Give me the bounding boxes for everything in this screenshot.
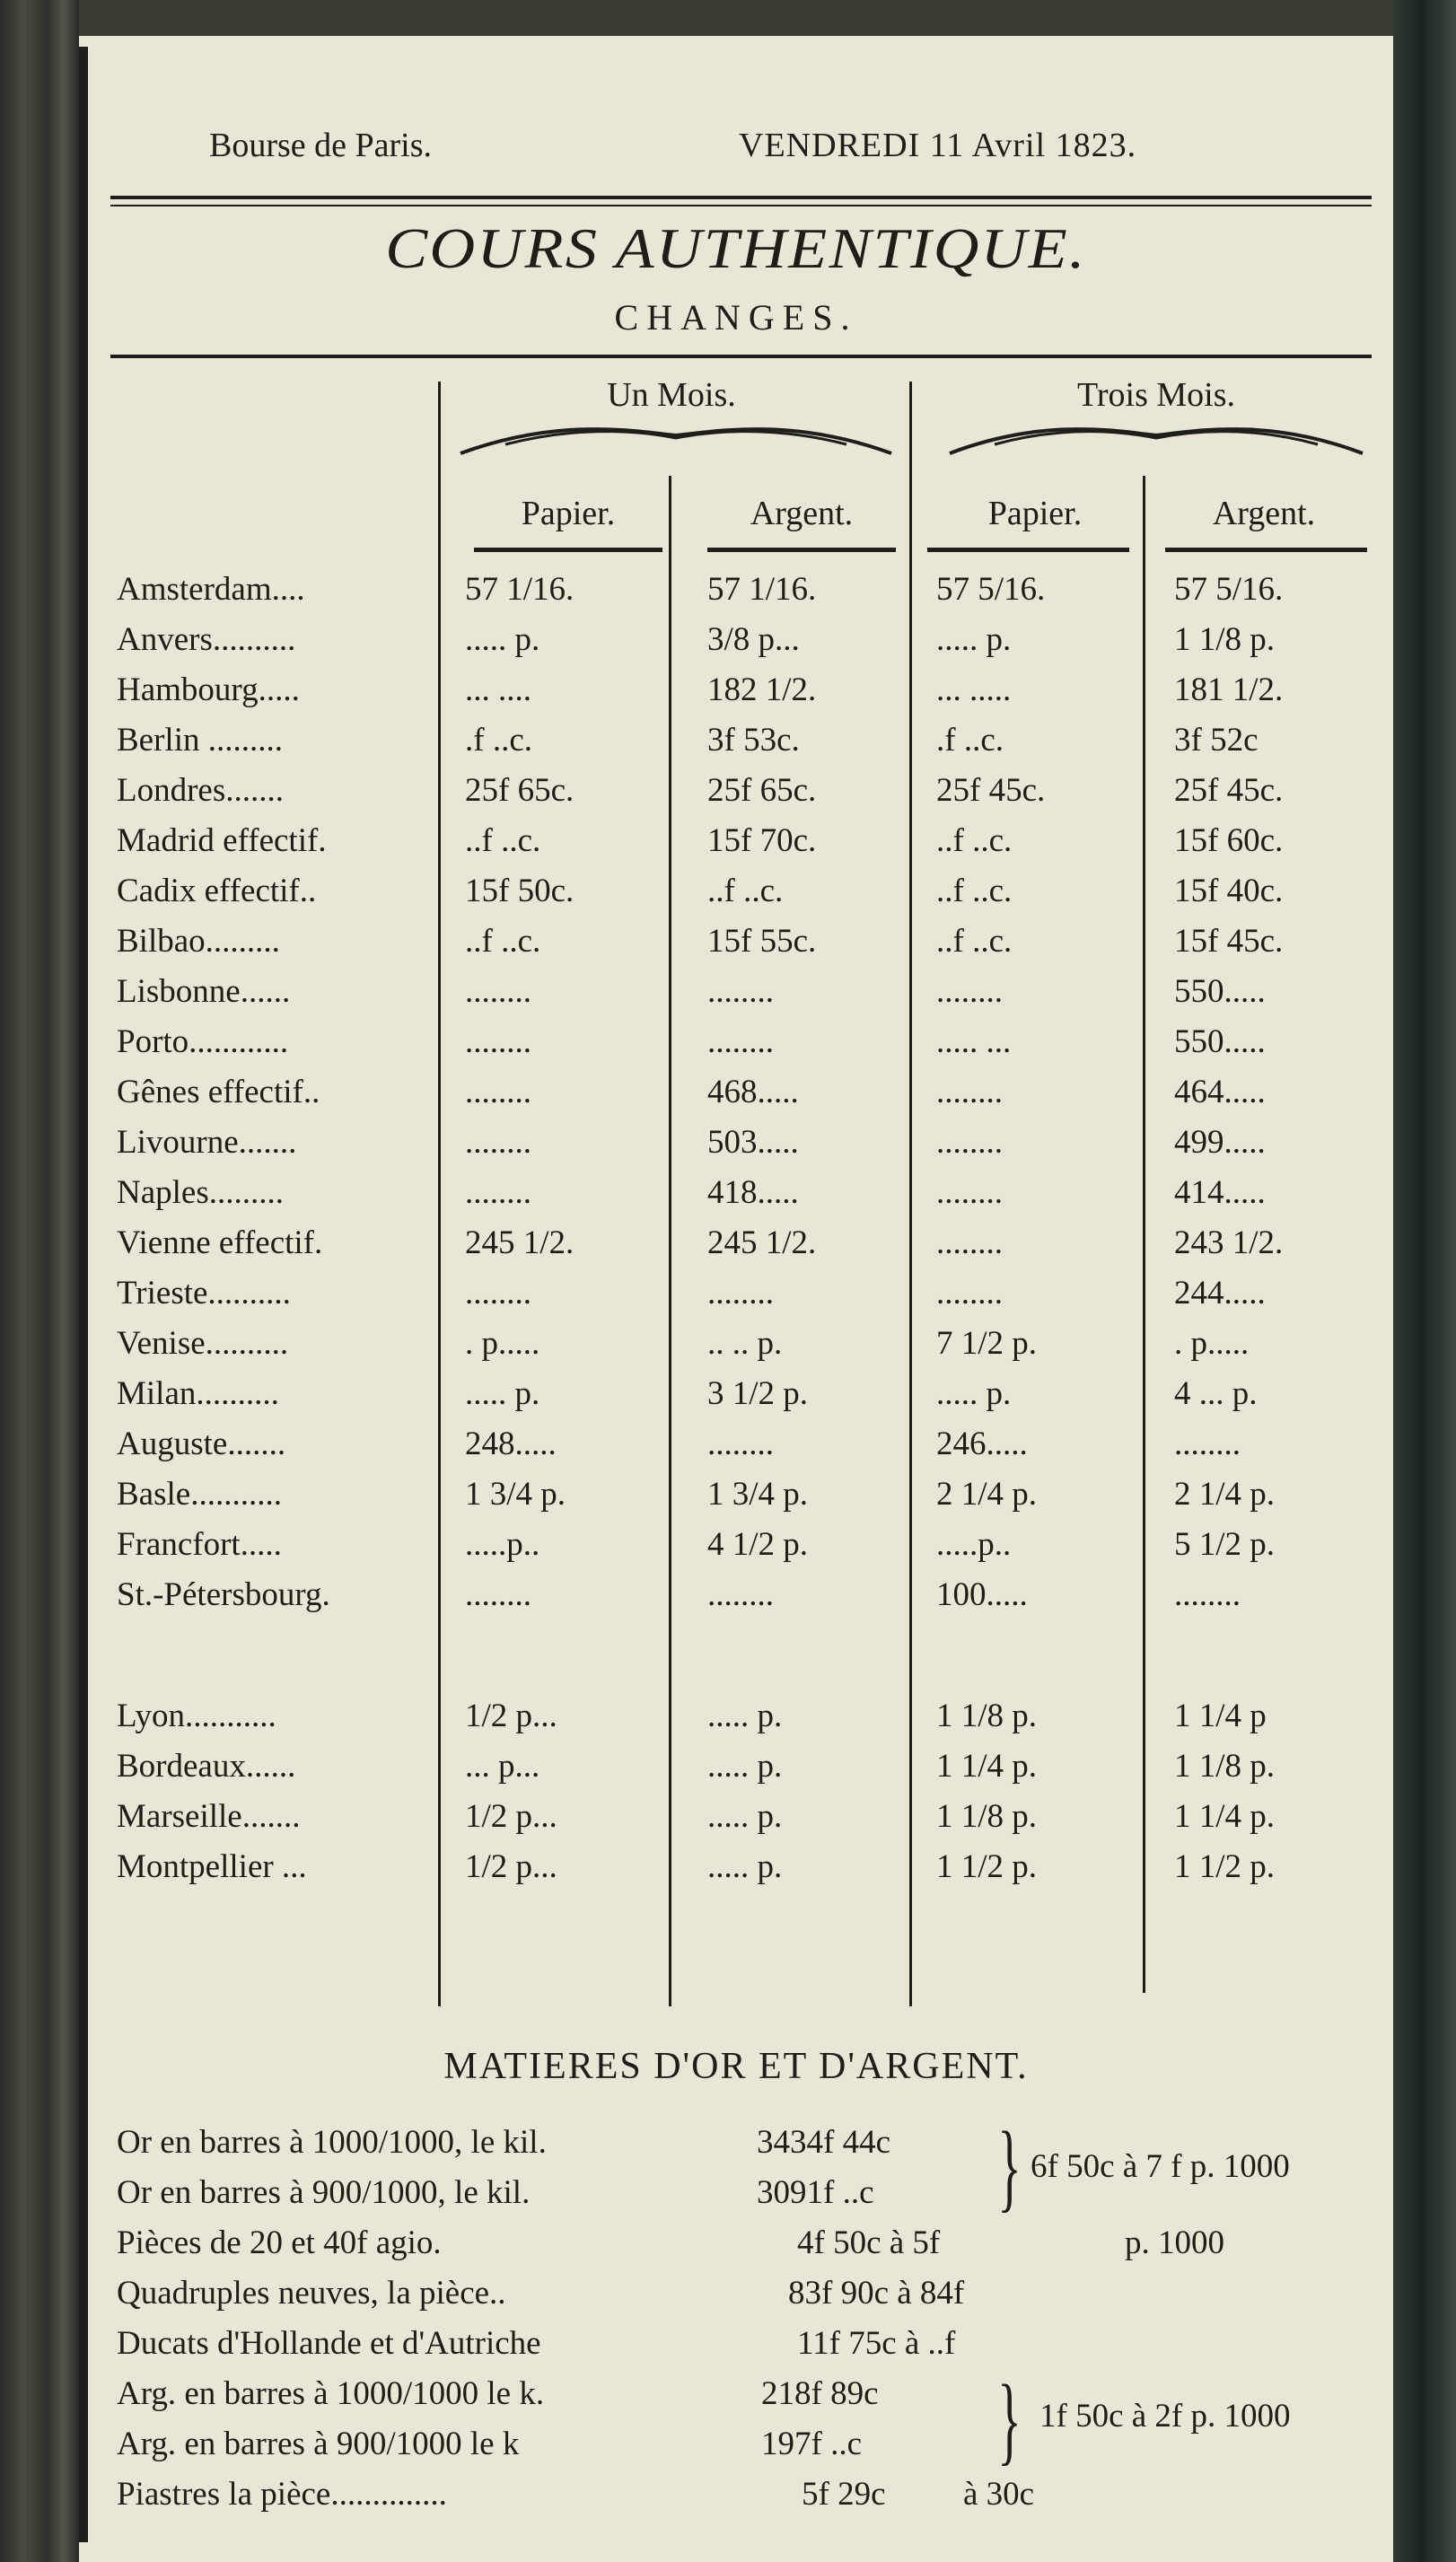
cell-argent-3: 1 1/4 p. (1174, 1798, 1276, 1835)
col-rule-2 (707, 548, 896, 552)
cell-argent-1: ........ (707, 1426, 774, 1462)
matiere-rest: p. 1000 (1125, 2224, 1224, 2261)
cell-papier-1: ........ (465, 1074, 531, 1110)
cell-papier-3: ..... ... (936, 1023, 1012, 1060)
city-name: Bordeaux...... (117, 1748, 296, 1785)
cell-argent-1: 25f 65c. (707, 772, 817, 809)
col-rule-3 (927, 548, 1129, 552)
cell-papier-1: ........ (465, 973, 531, 1010)
city-name: Porto............ (117, 1023, 289, 1060)
header-left: Bourse de Paris. (209, 127, 433, 164)
city-name: Livourne....... (117, 1124, 297, 1161)
cell-argent-1: 503..... (707, 1124, 799, 1161)
city-name: Venise.......... (117, 1325, 289, 1362)
cell-argent-3: 25f 45c. (1174, 772, 1284, 809)
cell-papier-3: 7 1/2 p. (936, 1325, 1038, 1362)
table-row (79, 972, 1393, 1022)
city-name: Cadix effectif.. (117, 873, 317, 909)
matiere-label: Arg. en barres à 900/1000 le k (117, 2426, 520, 2462)
matiere-value: 218f 89c (761, 2375, 879, 2412)
table-row (79, 1274, 1393, 1324)
cell-argent-3: 15f 40c. (1174, 873, 1284, 909)
city-name: Gênes effectif.. (117, 1074, 320, 1110)
city-name: Bilbao......... (117, 923, 280, 960)
city-name: Auguste....... (117, 1426, 286, 1462)
cell-papier-3: 100..... (936, 1576, 1028, 1613)
cell-papier-3: ..f ..c. (936, 822, 1013, 859)
table-row (79, 1324, 1393, 1374)
col-rule-4 (1165, 548, 1367, 552)
table-row (79, 1374, 1393, 1425)
col-header-papier-2: Papier. (987, 495, 1083, 532)
cell-argent-1: 1 3/4 p. (707, 1476, 809, 1513)
matiere-value: 3091f ..c (757, 2174, 874, 2211)
cell-papier-1: 57 1/16. (465, 571, 575, 608)
cell-argent-1: ..... p. (707, 1698, 783, 1734)
cell-argent-3: 499..... (1174, 1124, 1266, 1161)
city-name: Lyon........... (117, 1698, 276, 1734)
cell-papier-3: 1 1/2 p. (936, 1848, 1038, 1885)
table-row (79, 1797, 1393, 1847)
matiere-value: 197f ..c (761, 2426, 862, 2462)
cell-papier-3: 1 1/4 p. (936, 1748, 1038, 1785)
cell-papier-3: ..... p. (936, 621, 1012, 658)
table-row (79, 1224, 1393, 1274)
cell-argent-3: 2 1/4 p. (1174, 1476, 1276, 1513)
cell-papier-1: ... .... (465, 671, 531, 708)
page-subtitle: CHANGES. (614, 297, 858, 338)
cell-papier-3: ........ (936, 1174, 1003, 1211)
cell-argent-1: ........ (707, 973, 774, 1010)
cell-argent-3: . p..... (1174, 1325, 1250, 1362)
document-page (79, 36, 1393, 2562)
cell-argent-3: ........ (1174, 1426, 1241, 1462)
cell-argent-1: 418..... (707, 1174, 799, 1211)
cell-papier-1: ..f ..c. (465, 923, 541, 960)
city-name: Basle........... (117, 1476, 282, 1513)
matiere-value: 3434f 44c (757, 2124, 890, 2161)
cell-argent-3: 414..... (1174, 1174, 1266, 1211)
cell-argent-1: ........ (707, 1576, 774, 1613)
table-row (79, 570, 1393, 620)
city-name: Vienne effectif. (117, 1224, 323, 1261)
city-name: Londres....... (117, 772, 284, 809)
cell-papier-3: ..... p. (936, 1375, 1012, 1412)
cell-papier-1: ..... p. (465, 1375, 540, 1412)
matiere-label: Pièces de 20 et 40f agio. (117, 2224, 442, 2261)
cell-papier-1: 15f 50c. (465, 873, 575, 909)
cell-argent-3: 1 1/8 p. (1174, 621, 1276, 658)
cell-papier-3: ........ (936, 1275, 1003, 1312)
cell-papier-1: ........ (465, 1174, 531, 1211)
cell-papier-3: .f ..c. (936, 722, 1004, 759)
cell-argent-1: 3 1/2 p. (707, 1375, 809, 1412)
cell-argent-1: 3/8 p... (707, 621, 800, 658)
book-binding-left (0, 0, 79, 2562)
cell-argent-1: 15f 70c. (707, 822, 817, 859)
brace-argent: } (997, 2365, 1022, 2474)
cell-papier-3: 57 5/16. (936, 571, 1046, 608)
cell-papier-3: ..f ..c. (936, 873, 1013, 909)
table-row (79, 1425, 1393, 1475)
cell-papier-3: ... ..... (936, 671, 1012, 708)
city-name: Naples......... (117, 1174, 284, 1211)
city-name: Trieste.......... (117, 1275, 291, 1312)
cell-papier-3: ........ (936, 1224, 1003, 1261)
city-name: Hambourg..... (117, 671, 300, 708)
cell-argent-3: 550..... (1174, 1023, 1266, 1060)
swash-un-mois (452, 413, 900, 467)
matiere-label: Or en barres à 900/1000, le kil. (117, 2174, 531, 2211)
cell-argent-3: 5 1/2 p. (1174, 1526, 1276, 1563)
list-item (79, 2475, 1393, 2525)
cell-argent-3: 1 1/8 p. (1174, 1748, 1276, 1785)
cell-argent-1: ........ (707, 1275, 774, 1312)
cell-argent-3: 243 1/2. (1174, 1224, 1284, 1261)
cell-argent-1: ..... p. (707, 1798, 783, 1835)
table-row (79, 721, 1393, 771)
matiere-label: Arg. en barres à 1000/1000 le k. (117, 2375, 545, 2412)
cell-argent-1: ..... p. (707, 1748, 783, 1785)
table-row (79, 1847, 1393, 1898)
city-name: Lisbonne...... (117, 973, 291, 1010)
matiere-value: 5f 29c (802, 2476, 886, 2513)
cell-papier-1: 25f 65c. (465, 772, 575, 809)
brace-argent-note: 1f 50c à 2f p. 1000 (1039, 2398, 1291, 2435)
cell-argent-1: 468..... (707, 1074, 799, 1110)
table-row (79, 1022, 1393, 1073)
list-item (79, 2224, 1393, 2274)
cell-papier-3: ........ (936, 1074, 1003, 1110)
col-header-papier-1: Papier. (521, 495, 616, 532)
cell-papier-1: ........ (465, 1576, 531, 1613)
matiere-rest: à 30c (963, 2476, 1035, 2513)
table-row (79, 1123, 1393, 1173)
matiere-label: Ducats d'Hollande et d'Autriche (117, 2325, 541, 2362)
cell-papier-1: ........ (465, 1124, 531, 1161)
list-item (79, 2274, 1393, 2324)
swash-trois-mois (941, 413, 1372, 467)
cell-argent-3: 1 1/4 p (1174, 1698, 1267, 1734)
table-row (79, 872, 1393, 922)
city-name: Madrid effectif. (117, 822, 327, 859)
table-row (79, 1575, 1393, 1626)
cell-papier-3: .....p.. (936, 1526, 1012, 1563)
matiere-value: 83f 90c à 84f (788, 2275, 965, 2312)
cell-argent-3: 244..... (1174, 1275, 1266, 1312)
cell-argent-1: ..f ..c. (707, 873, 784, 909)
cell-papier-1: . p..... (465, 1325, 540, 1362)
group-header-un-mois: Un Mois. (607, 376, 736, 414)
matieres-title: MATIERES D'OR ET D'ARGENT. (443, 2046, 1029, 2087)
cell-argent-1: 4 1/2 p. (707, 1526, 809, 1563)
cell-argent-3: 15f 60c. (1174, 822, 1284, 859)
header-date: VENDREDI 11 Avril 1823. (739, 127, 1137, 164)
city-name: Anvers.......... (117, 621, 296, 658)
city-name: Montpellier ... (117, 1848, 307, 1885)
matiere-label: Or en barres à 1000/1000, le kil. (117, 2124, 547, 2161)
cell-papier-1: 1/2 p... (465, 1798, 557, 1835)
header-rule-thin (110, 205, 1372, 206)
cell-argent-1: 57 1/16. (707, 571, 817, 608)
city-name: St.-Pétersbourg. (117, 1576, 330, 1613)
group-header-trois-mois: Trois Mois. (1076, 376, 1235, 414)
cell-papier-3: 1 1/8 p. (936, 1698, 1038, 1734)
cell-papier-3: 2 1/4 p. (936, 1476, 1038, 1513)
cell-papier-1: ........ (465, 1023, 531, 1060)
page-title: COURS AUTHENTIQUE. (385, 216, 1087, 280)
cell-argent-1: 245 1/2. (707, 1224, 817, 1261)
matiere-label: Piastres la pièce.............. (117, 2476, 447, 2513)
cell-argent-1: 15f 55c. (707, 923, 817, 960)
cell-papier-1: ... p... (465, 1748, 540, 1785)
table-row (79, 620, 1393, 671)
book-binding-right (1393, 0, 1456, 2562)
cell-papier-1: .....p.. (465, 1526, 540, 1563)
cell-argent-3: 550..... (1174, 973, 1266, 1010)
cell-argent-1: 182 1/2. (707, 671, 817, 708)
cell-argent-3: 57 5/16. (1174, 571, 1284, 608)
cell-papier-1: 245 1/2. (465, 1224, 575, 1261)
matiere-value: 4f 50c à 5f (797, 2224, 941, 2261)
table-row (79, 1747, 1393, 1797)
cell-papier-1: .f ..c. (465, 722, 532, 759)
list-item (79, 2324, 1393, 2374)
cell-argent-3: 181 1/2. (1174, 671, 1284, 708)
table-row (79, 1697, 1393, 1747)
cell-papier-1: 248..... (465, 1426, 557, 1462)
cell-papier-3: 25f 45c. (936, 772, 1046, 809)
cell-papier-3: ........ (936, 1124, 1003, 1161)
cell-papier-3: 1 1/8 p. (936, 1798, 1038, 1835)
col-header-argent-1: Argent. (750, 495, 854, 532)
cell-argent-3: 4 ... p. (1174, 1375, 1258, 1412)
table-row (79, 1525, 1393, 1575)
table-row (79, 1173, 1393, 1224)
table-row (79, 771, 1393, 821)
matiere-value: 11f 75c à ..f (797, 2325, 956, 2362)
cell-papier-1: 1/2 p... (465, 1698, 557, 1734)
table-row (79, 1475, 1393, 1525)
cell-argent-3: 3f 52c (1174, 722, 1259, 759)
brace-or: } (997, 2111, 1022, 2221)
cell-papier-3: ..f ..c. (936, 923, 1013, 960)
cell-papier-1: ..... p. (465, 621, 540, 658)
city-name: Milan.......... (117, 1375, 279, 1412)
cell-argent-3: 15f 45c. (1174, 923, 1284, 960)
cell-papier-1: 1 3/4 p. (465, 1476, 566, 1513)
cell-papier-3: 246..... (936, 1426, 1028, 1462)
cell-argent-1: 3f 53c. (707, 722, 800, 759)
cell-papier-3: ........ (936, 973, 1003, 1010)
header-rule (110, 196, 1372, 199)
table-top-rule (110, 355, 1372, 358)
city-name: Berlin ......... (117, 722, 283, 759)
cell-papier-1: ..f ..c. (465, 822, 541, 859)
col-rule-1 (474, 548, 662, 552)
brace-or-note: 6f 50c à 7 f p. 1000 (1031, 2148, 1290, 2185)
table-row (79, 922, 1393, 972)
city-name: Marseille....... (117, 1798, 301, 1835)
cell-argent-3: 1 1/2 p. (1174, 1848, 1276, 1885)
city-name: Francfort..... (117, 1526, 282, 1563)
city-name: Amsterdam.... (117, 571, 305, 608)
cell-papier-1: 1/2 p... (465, 1848, 557, 1885)
matiere-label: Quadruples neuves, la pièce.. (117, 2275, 506, 2312)
cell-argent-3: ........ (1174, 1576, 1241, 1613)
cell-argent-1: ..... p. (707, 1848, 783, 1885)
cell-argent-3: 464..... (1174, 1074, 1266, 1110)
cell-papier-1: ........ (465, 1275, 531, 1312)
cell-argent-1: ........ (707, 1023, 774, 1060)
table-row (79, 671, 1393, 721)
col-header-argent-2: Argent. (1212, 495, 1316, 532)
table-row (79, 1073, 1393, 1123)
table-row (79, 821, 1393, 872)
cell-argent-1: .. .. p. (707, 1325, 783, 1362)
